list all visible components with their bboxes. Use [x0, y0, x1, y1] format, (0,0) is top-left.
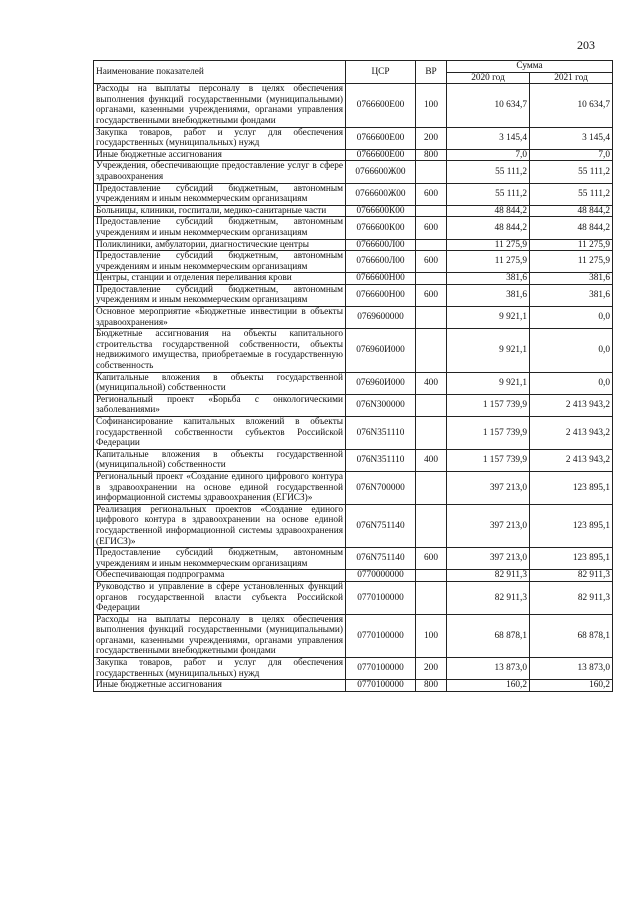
- cell-name: Предоставление субсидий бюджетным, автономным учреждениям и иным некоммерческим организациям: [94, 183, 346, 205]
- cell-y2021: 7,0: [530, 149, 613, 161]
- cell-y2021: 2 413 943,2: [530, 394, 613, 416]
- cell-vr: 600: [416, 183, 447, 205]
- cell-csr: 0766600Е00: [346, 149, 416, 161]
- cell-vr: [416, 570, 447, 582]
- table-row: [94, 417, 613, 450]
- cell-csr: 0766600Е00: [346, 84, 416, 127]
- cell-name: Основное мероприятие «Бюджетные инвестиции в объекты здравоохранения»: [94, 307, 346, 329]
- table-row: [94, 161, 613, 183]
- cell-y2020: 82 911,3: [447, 581, 530, 614]
- cell-vr: [416, 581, 447, 614]
- cell-vr: 800: [416, 680, 447, 692]
- cell-csr: 076N351110: [346, 449, 416, 471]
- cell-csr: 076960И000: [346, 372, 416, 394]
- cell-vr: 400: [416, 372, 447, 394]
- cell-csr: 076N751140: [346, 504, 416, 547]
- cell-csr: 0770000000: [346, 570, 416, 582]
- page-number: 203: [577, 38, 595, 52]
- cell-y2020: 397 213,0: [447, 548, 530, 570]
- cell-y2021: 13 873,0: [530, 658, 613, 680]
- table-row: [94, 449, 613, 471]
- table-header: [94, 61, 613, 84]
- cell-vr: [416, 471, 447, 504]
- cell-y2020: 1 157 739,9: [447, 417, 530, 450]
- cell-y2020: 3 145,4: [447, 127, 530, 149]
- cell-vr: 600: [416, 251, 447, 273]
- table-row: [94, 581, 613, 614]
- cell-y2021: 0,0: [530, 307, 613, 329]
- header-sum: Сумма: [447, 61, 613, 73]
- header-2021: 2021 год: [530, 72, 613, 84]
- cell-csr: 0770100000: [346, 680, 416, 692]
- cell-vr: [416, 417, 447, 450]
- cell-y2021: 3 145,4: [530, 127, 613, 149]
- cell-csr: 0766600Ж00: [346, 183, 416, 205]
- table-row: [94, 504, 613, 547]
- cell-name: Иные бюджетные ассигнования: [94, 680, 346, 692]
- cell-y2021: 123 895,1: [530, 471, 613, 504]
- cell-csr: 076960И000: [346, 329, 416, 372]
- cell-name: Предоставление субсидий бюджетным, автономным учреждениям и иным некоммерческим организациям: [94, 548, 346, 570]
- cell-csr: 0766600К00: [346, 217, 416, 239]
- cell-vr: [416, 239, 447, 251]
- header-name: Наименование показателей: [94, 61, 346, 84]
- cell-vr: [416, 273, 447, 285]
- cell-csr: 0766600Н00: [346, 284, 416, 306]
- cell-y2020: 1 157 739,9: [447, 394, 530, 416]
- cell-csr: 0766600Л00: [346, 251, 416, 273]
- cell-vr: 200: [416, 658, 447, 680]
- cell-vr: 600: [416, 217, 447, 239]
- cell-vr: 400: [416, 449, 447, 471]
- table-row: [94, 183, 613, 205]
- cell-csr: 076N351110: [346, 417, 416, 450]
- cell-vr: 100: [416, 614, 447, 657]
- table-row: [94, 217, 613, 239]
- cell-vr: [416, 161, 447, 183]
- cell-vr: 200: [416, 127, 447, 149]
- cell-y2021: 48 844,2: [530, 217, 613, 239]
- cell-csr: 0766600Л00: [346, 239, 416, 251]
- cell-y2020: 48 844,2: [447, 217, 530, 239]
- cell-vr: 600: [416, 548, 447, 570]
- cell-name: Бюджетные ассигнования на объекты капитального строительства государственной собственности, объекты недвижимого имущества, приобретаемые в государственную собственность: [94, 329, 346, 372]
- cell-vr: [416, 329, 447, 372]
- cell-name: Иные бюджетные ассигнования: [94, 149, 346, 161]
- cell-csr: 0770100000: [346, 658, 416, 680]
- cell-y2021: 68 878,1: [530, 614, 613, 657]
- header-vr: ВР: [416, 61, 447, 84]
- cell-y2020: 160,2: [447, 680, 530, 692]
- cell-name: Предоставление субсидий бюджетным, автономным учреждениям и иным некоммерческим организациям: [94, 217, 346, 239]
- cell-vr: 800: [416, 149, 447, 161]
- cell-name: Закупка товаров, работ и услуг для обеспечения государственных (муниципальных) нужд: [94, 127, 346, 149]
- table-row: [94, 273, 613, 285]
- cell-y2020: 11 275,9: [447, 239, 530, 251]
- cell-y2021: 2 413 943,2: [530, 449, 613, 471]
- cell-y2020: 10 634,7: [447, 84, 530, 127]
- cell-y2020: 48 844,2: [447, 205, 530, 217]
- cell-name: Руководство и управление в сфере установленных функций органов государственной власти субъекта Российской Федерации: [94, 581, 346, 614]
- cell-csr: 076N300000: [346, 394, 416, 416]
- cell-name: Предоставление субсидий бюджетным, автономным учреждениям и иным некоммерческим организациям: [94, 284, 346, 306]
- table-row: [94, 372, 613, 394]
- table-row: [94, 471, 613, 504]
- cell-name: Расходы на выплаты персоналу в целях обеспечения выполнения функций государственными (муниципальными) органами, казенными учреждениями, органами управления государственными внебюджетными фондами: [94, 614, 346, 657]
- cell-y2020: 7,0: [447, 149, 530, 161]
- cell-y2020: 397 213,0: [447, 504, 530, 547]
- table-row: [94, 680, 613, 692]
- header-2020: 2020 год: [447, 72, 530, 84]
- cell-y2021: 11 275,9: [530, 251, 613, 273]
- table-row: [94, 394, 613, 416]
- cell-y2021: 82 911,3: [530, 581, 613, 614]
- cell-y2021: 123 895,1: [530, 504, 613, 547]
- cell-csr: 076N700000: [346, 471, 416, 504]
- cell-vr: [416, 307, 447, 329]
- cell-y2021: 10 634,7: [530, 84, 613, 127]
- cell-name: Капитальные вложения в объекты государственной (муниципальной) собственности: [94, 372, 346, 394]
- table-row: [94, 658, 613, 680]
- table-row: [94, 205, 613, 217]
- cell-name: Софинансирование капитальных вложений в объекты государственной собственности субъектов Российской Федерации: [94, 417, 346, 450]
- cell-csr: 0766600Е00: [346, 127, 416, 149]
- header-csr: ЦСР: [346, 61, 416, 84]
- cell-name: Центры, станции и отделения переливания крови: [94, 273, 346, 285]
- cell-y2021: 381,6: [530, 284, 613, 306]
- cell-vr: 100: [416, 84, 447, 127]
- cell-y2020: 55 111,2: [447, 183, 530, 205]
- cell-csr: 0770100000: [346, 614, 416, 657]
- cell-y2020: 1 157 739,9: [447, 449, 530, 471]
- cell-name: Реализация региональных проектов «Создание единого цифрового контура в здравоохранении на основе единой государственной информационной системы здравоохранения (ЕГИСЗ)»: [94, 504, 346, 547]
- cell-y2021: 160,2: [530, 680, 613, 692]
- table-row: [94, 149, 613, 161]
- cell-y2020: 82 911,3: [447, 570, 530, 582]
- cell-name: Региональный проект «Борьба с онкологическими заболеваниями»: [94, 394, 346, 416]
- cell-name: Закупка товаров, работ и услуг для обеспечения государственных (муниципальных) нужд: [94, 658, 346, 680]
- cell-y2021: 48 844,2: [530, 205, 613, 217]
- cell-name: Капитальные вложения в объекты государственной (муниципальной) собственности: [94, 449, 346, 471]
- cell-y2020: 68 878,1: [447, 614, 530, 657]
- cell-y2021: 381,6: [530, 273, 613, 285]
- cell-csr: 0766600Ж00: [346, 161, 416, 183]
- cell-y2020: 9 921,1: [447, 329, 530, 372]
- cell-y2021: 11 275,9: [530, 239, 613, 251]
- cell-y2021: 2 413 943,2: [530, 417, 613, 450]
- table-body: [94, 84, 613, 692]
- cell-vr: 600: [416, 284, 447, 306]
- cell-csr: 0766600Н00: [346, 273, 416, 285]
- cell-y2021: 55 111,2: [530, 161, 613, 183]
- cell-y2020: 397 213,0: [447, 471, 530, 504]
- cell-csr: 076N751140: [346, 548, 416, 570]
- cell-y2021: 55 111,2: [530, 183, 613, 205]
- cell-y2020: 9 921,1: [447, 307, 530, 329]
- table-row: [94, 84, 613, 127]
- table-row: [94, 548, 613, 570]
- cell-csr: 0766600К00: [346, 205, 416, 217]
- cell-y2021: 123 895,1: [530, 548, 613, 570]
- table-row: [94, 307, 613, 329]
- cell-name: Предоставление субсидий бюджетным, автономным учреждениям и иным некоммерческим организациям: [94, 251, 346, 273]
- table-row: [94, 329, 613, 372]
- cell-y2020: 13 873,0: [447, 658, 530, 680]
- cell-vr: [416, 504, 447, 547]
- cell-y2021: 0,0: [530, 329, 613, 372]
- table-row: [94, 251, 613, 273]
- cell-vr: [416, 394, 447, 416]
- table-row: [94, 239, 613, 251]
- cell-y2020: 381,6: [447, 284, 530, 306]
- cell-y2021: 82 911,3: [530, 570, 613, 582]
- budget-table: [93, 60, 613, 692]
- table-row: [94, 284, 613, 306]
- cell-name: Региональный проект «Создание единого цифрового контура в здравоохранении на основе единой государственной информационной системы здравоохранения (ЕГИСЗ)»: [94, 471, 346, 504]
- cell-y2020: 381,6: [447, 273, 530, 285]
- cell-name: Учреждения, обеспечивающие предоставление услуг в сфере здравоохранения: [94, 161, 346, 183]
- cell-name: Обеспечивающая подпрограмма: [94, 570, 346, 582]
- cell-y2020: 55 111,2: [447, 161, 530, 183]
- cell-name: Больницы, клиники, госпитали, медико-санитарные части: [94, 205, 346, 217]
- table-row: [94, 127, 613, 149]
- cell-y2020: 9 921,1: [447, 372, 530, 394]
- cell-csr: 0769600000: [346, 307, 416, 329]
- cell-y2020: 11 275,9: [447, 251, 530, 273]
- cell-name: Расходы на выплаты персоналу в целях обеспечения выполнения функций государственными (муниципальными) органами, казенными учреждениями, органами управления государственными внебюджетными фондами: [94, 84, 346, 127]
- cell-csr: 0770100000: [346, 581, 416, 614]
- cell-vr: [416, 205, 447, 217]
- table-row: [94, 614, 613, 657]
- cell-y2021: 0,0: [530, 372, 613, 394]
- table-row: [94, 570, 613, 582]
- cell-name: Поликлиники, амбулатории, диагностические центры: [94, 239, 346, 251]
